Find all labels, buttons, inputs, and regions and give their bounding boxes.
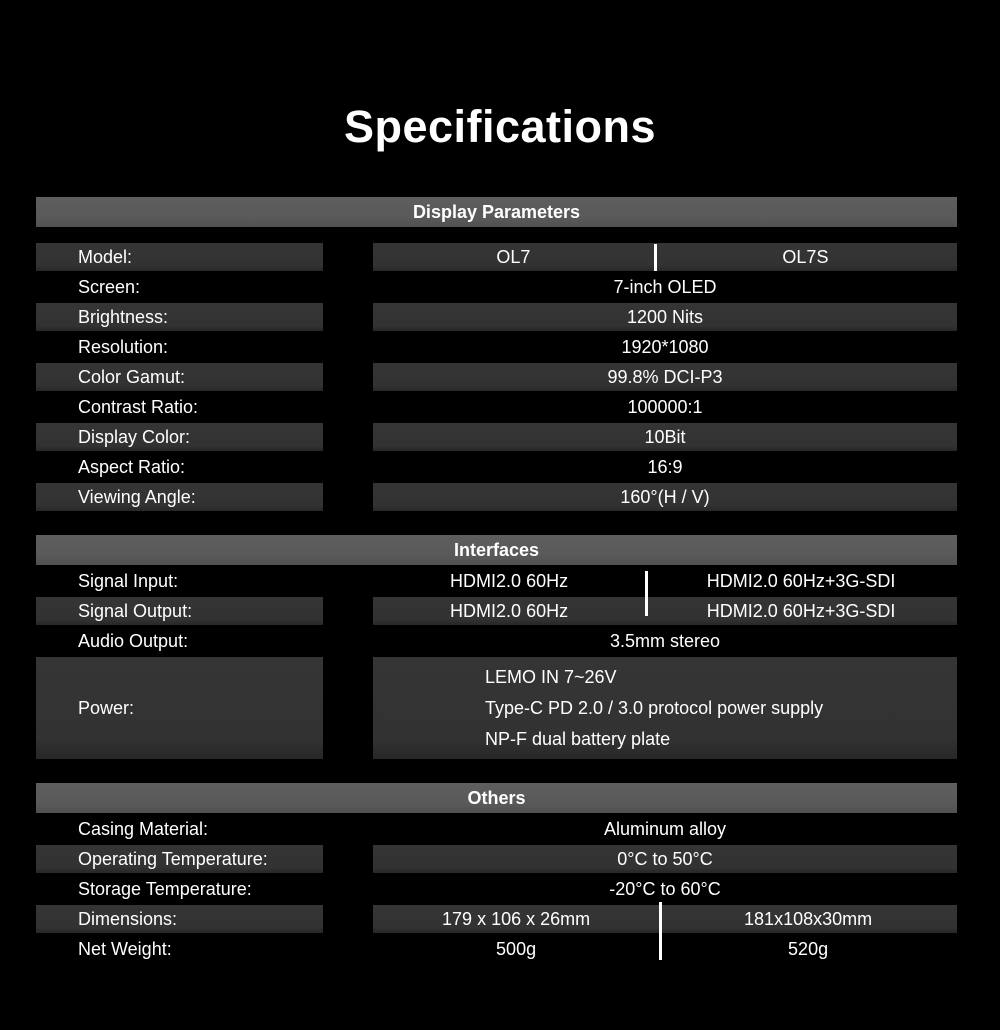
row-value: 1920*1080 xyxy=(621,336,709,357)
column-gap xyxy=(323,423,373,451)
section-header-others xyxy=(36,783,957,813)
row-value: 99.8% DCI-P3 xyxy=(373,363,957,391)
column-gap xyxy=(323,627,373,655)
spec-row-operating-temperature xyxy=(36,845,957,873)
column-gap xyxy=(323,333,373,361)
row-label-text: Model: xyxy=(78,246,133,267)
section-header-label: Interfaces xyxy=(453,539,540,560)
section-header-label: Others xyxy=(467,787,526,808)
spec-row-dimensions xyxy=(36,905,957,933)
spec-row-signal-output xyxy=(36,597,957,625)
section-header-label: Display Parameters xyxy=(412,201,581,222)
row-value-ol7: HDMI2.0 60Hz xyxy=(450,600,569,621)
row-label xyxy=(36,815,323,843)
row-label-text: Screen: xyxy=(78,276,141,297)
section-display-parameters xyxy=(36,197,957,511)
row-label xyxy=(36,627,323,655)
column-gap xyxy=(323,657,373,759)
row-values xyxy=(373,905,957,933)
row-value-ol7s: 520g xyxy=(788,938,829,959)
row-label xyxy=(36,483,323,511)
column-gap xyxy=(323,363,373,391)
row-value-ol7s: OL7S xyxy=(782,246,829,267)
row-value-ol7: OL7 xyxy=(496,246,531,267)
column-gap xyxy=(323,935,373,963)
row-label xyxy=(36,243,323,271)
row-label-text: Color Gamut: xyxy=(78,366,186,387)
row-label xyxy=(36,597,323,625)
column-divider xyxy=(654,244,657,271)
spec-row-signal-input xyxy=(36,567,957,595)
row-value-ol7: 179 x 106 x 26mm xyxy=(442,908,591,929)
spec-row-power xyxy=(36,657,957,759)
row-label-text: Power: xyxy=(78,697,135,718)
row-value-ol7: HDMI2.0 60Hz xyxy=(450,570,569,591)
spec-row-audio-output xyxy=(36,627,957,655)
row-label-text: Audio Output: xyxy=(78,630,189,651)
row-value: Aluminum alloy xyxy=(603,818,727,839)
spec-row-viewing-angle xyxy=(36,483,957,511)
row-label xyxy=(36,333,323,361)
row-value-ol7s: HDMI2.0 60Hz+3G-SDI xyxy=(706,600,896,621)
power-line-npf: NP-F dual battery plate xyxy=(485,728,671,749)
column-gap xyxy=(323,453,373,481)
row-label-text: Storage Temperature: xyxy=(78,878,252,899)
row-label xyxy=(36,567,323,595)
row-value-power-list xyxy=(373,657,957,759)
spec-row-resolution xyxy=(36,333,957,361)
row-label xyxy=(36,935,323,963)
row-label-text: Signal Input: xyxy=(78,570,179,591)
section-others xyxy=(36,783,957,963)
row-value: 7-inch OLED xyxy=(613,276,717,297)
row-label-text: Contrast Ratio: xyxy=(78,396,199,417)
row-label-text: Viewing Angle: xyxy=(78,486,196,507)
row-label xyxy=(36,845,323,873)
row-value: 100000:1 xyxy=(627,396,703,417)
row-label-text: Aspect Ratio: xyxy=(78,456,186,477)
spec-row-display-color xyxy=(36,423,957,451)
row-label-text: Net Weight: xyxy=(78,938,172,959)
row-label xyxy=(36,423,323,451)
column-gap xyxy=(323,243,373,271)
row-value: 3.5mm stereo xyxy=(609,630,721,651)
row-value-ol7s: 181x108x30mm xyxy=(744,908,873,929)
row-label xyxy=(36,273,323,301)
spec-table xyxy=(36,197,957,963)
spec-row-storage-temperature xyxy=(36,875,957,903)
row-label-text: Resolution: xyxy=(78,336,169,357)
row-label xyxy=(36,363,323,391)
column-gap xyxy=(323,303,373,331)
row-value: 16:9 xyxy=(647,456,683,477)
row-label-text: Operating Temperature: xyxy=(78,848,268,869)
spec-row-color-gamut xyxy=(36,363,957,391)
power-line-typec: Type-C PD 2.0 / 3.0 protocol power supply xyxy=(485,697,824,718)
row-value: 160°(H / V) xyxy=(373,483,957,511)
section-interfaces xyxy=(36,535,957,759)
spec-row-model xyxy=(36,243,957,271)
row-value: 1200 Nits xyxy=(373,303,957,331)
column-gap xyxy=(323,875,373,903)
section-header-interfaces xyxy=(36,535,957,565)
page-title: Specifications xyxy=(343,101,657,153)
row-label xyxy=(36,303,323,331)
row-label-text: Display Color: xyxy=(78,426,191,447)
row-value: 0°C to 50°C xyxy=(373,845,957,873)
spec-row-aspect-ratio xyxy=(36,453,957,481)
row-label-text: Signal Output: xyxy=(78,600,193,621)
row-label-text: Dimensions: xyxy=(78,908,178,929)
spec-row-casing-material xyxy=(36,815,957,843)
row-value: 10Bit xyxy=(373,423,957,451)
column-gap xyxy=(323,483,373,511)
row-label xyxy=(36,875,323,903)
row-label xyxy=(36,657,323,759)
column-gap xyxy=(323,567,373,595)
power-line-lemo: LEMO IN 7~26V xyxy=(485,666,617,687)
row-label xyxy=(36,393,323,421)
column-gap xyxy=(323,597,373,625)
row-values xyxy=(373,243,957,271)
section-header-display-parameters xyxy=(36,197,957,227)
column-divider xyxy=(645,571,648,616)
row-label-text: Brightness: xyxy=(78,306,169,327)
row-values xyxy=(373,597,957,625)
column-gap xyxy=(323,905,373,933)
row-label xyxy=(36,453,323,481)
column-gap xyxy=(323,815,373,843)
spec-row-screen xyxy=(36,273,957,301)
row-label xyxy=(36,905,323,933)
row-value: -20°C to 60°C xyxy=(609,878,721,899)
column-gap xyxy=(323,845,373,873)
row-values xyxy=(373,567,957,595)
column-gap xyxy=(323,273,373,301)
spec-row-net-weight xyxy=(36,935,957,963)
row-values xyxy=(373,935,957,963)
column-divider xyxy=(659,902,662,960)
column-gap xyxy=(323,393,373,421)
spec-row-brightness xyxy=(36,303,957,331)
spec-row-contrast-ratio xyxy=(36,393,957,421)
row-label-text: Casing Material: xyxy=(78,818,209,839)
row-value-ol7s: HDMI2.0 60Hz+3G-SDI xyxy=(706,570,896,591)
row-value-ol7: 500g xyxy=(496,938,537,959)
